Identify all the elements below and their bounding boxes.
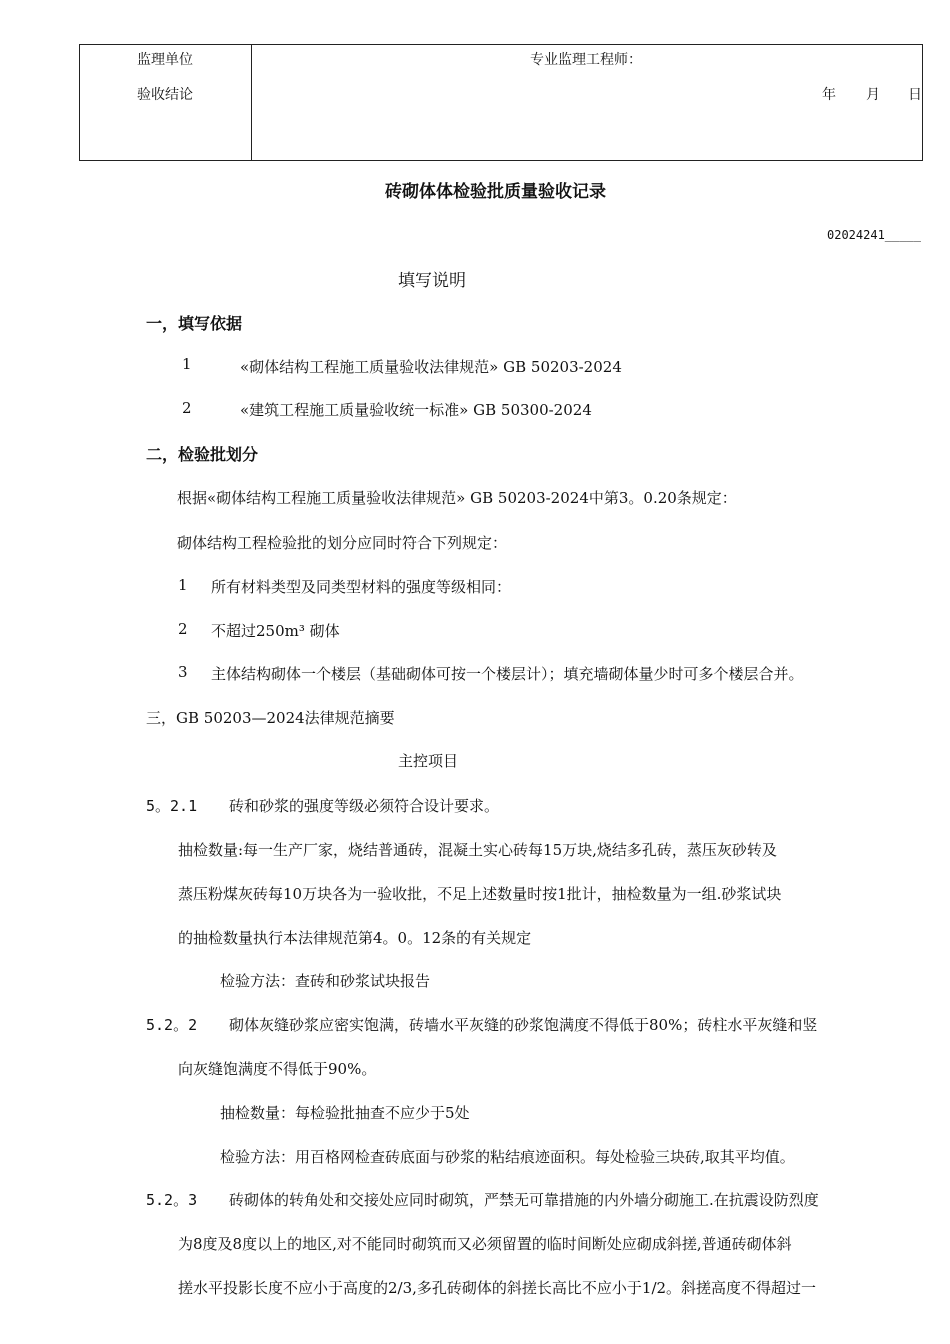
section2-heading: 二，检验批划分 [146,445,259,464]
section1-item-num: 1 [182,355,192,373]
clause-text: 向灰缝饱满度不得低于90%。 [178,1060,377,1078]
inspection-method: 检验方法：用百格网检查砖底面与砂浆的粘结痕迹面积。每处检验三块砖,取其平均值。 [220,1148,795,1166]
section2-item-num: 2 [178,620,188,638]
section2-intro: 根据«砌体结构工程施工质量验收法律规范» GB 50203-2024中第3。0.20条规定： [177,489,737,507]
clause-number: 5。2.1 [146,797,198,815]
clause-text: 搓水平投影长度不应小于高度的2/3,多孔砖砌体的斜搓长高比不应小于1/2。斜搓高度不得超过一 [178,1279,817,1297]
clause-text: 的抽检数量执行本法律规范第4。0。12条的有关规定 [178,929,532,947]
section3-heading: 三，GB 50203—2024法律规范摘要 [146,709,395,727]
clause-text: 为8度及8度以上的地区,对不能同时砌筑而又必须留置的临时间断处应砌成斜搓,普通砖砌体斜 [178,1235,792,1253]
section2-item-num: 3 [178,663,188,681]
section1-item-text: «建筑工程施工质量验收统一标准» GB 50300-2024 [240,401,592,419]
acceptance-conclusion-label: 验收结论 [137,87,193,103]
clause-number: 5.2。3 [146,1191,198,1209]
section1-heading: 一，填写依据 [146,314,243,333]
table-divider [251,45,252,160]
section1-item-num: 2 [182,399,192,417]
section2-item-text: 主体结构砌体一个楼层（基础砌体可按一个楼层计）；填充墙砌体量少时可多个楼层合并。 [211,665,804,683]
date-day-label: 日 [908,87,922,103]
clause-text: 抽检数量:每一生产厂家，烧结普通砖，混凝土实心砖每15万块,烧结多孔砖，蒸压灰砂转及 [178,841,777,859]
notes-title: 填写说明 [398,271,466,291]
supervision-unit-label: 监理单位 [137,52,193,68]
inspection-method: 检验方法：查砖和砂浆试块报告 [220,972,431,990]
section2-item-text: 所有材料类型及同类型材料的强度等级相同： [211,578,512,596]
document-title: 砖砌体体检验批质量验收记录 [385,182,606,202]
clause-text: 蒸压粉煤灰砖每10万块各为一验收批，不足上述数量时按1批计，抽检数量为一组.砂浆试块 [178,885,782,903]
section2-item-num: 1 [178,576,188,594]
clause-number: 5.2。2 [146,1016,198,1034]
section2-rule-intro: 砌体结构工程检验批的划分应同时符合下列规定： [177,534,508,552]
main-control-items-heading: 主控项目 [398,752,459,770]
supervising-engineer-label: 专业监理工程师： [530,52,642,68]
document-code: 02024241_____ [827,228,921,242]
section2-item-text: 不超过250m³ 砌体 [211,622,340,640]
supervision-sign-table [79,44,923,161]
date-year-label: 年 [822,87,836,103]
clause-text: 砌体灰缝砂浆应密实饱满，砖墙水平灰缝的砂浆饱满度不得低于80%；砖柱水平灰缝和竖 [229,1016,818,1034]
clause-text: 砖砌体的转角处和交接处应同时砌筑，严禁无可靠措施的内外墙分砌施工.在抗震设防烈度 [229,1191,819,1209]
clause-text: 砖和砂浆的强度等级必须符合设计要求。 [229,797,500,815]
section1-item-text: «砌体结构工程施工质量验收法律规范» GB 50203-2024 [240,358,622,376]
sampling-quantity: 抽检数量：每检验批抽查不应少于5处 [220,1104,470,1122]
date-month-label: 月 [866,87,880,103]
